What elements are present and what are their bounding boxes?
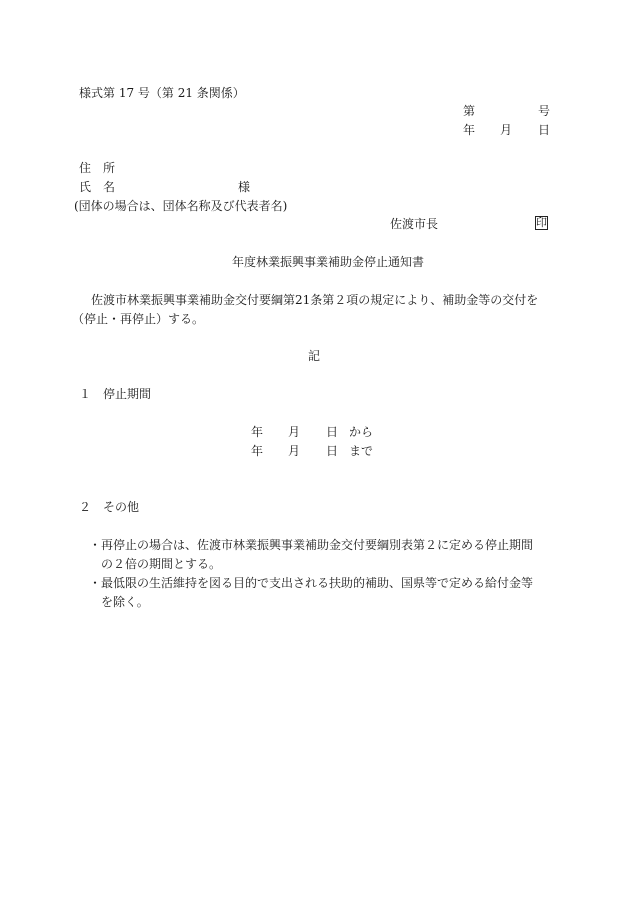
date-day: 日 bbox=[538, 123, 551, 137]
bullet1-line-1: ・再停止の場合は、佐渡市林業振興事業補助金交付要綱別表第２に定める停止期間 bbox=[89, 538, 534, 552]
bullet2-line-1: ・最低限の生活維持を図る目的で支出される扶助的補助、国県等で定める給付金等 bbox=[89, 576, 534, 590]
address-label: 住 所 bbox=[79, 161, 116, 175]
section2-heading: ２ その他 bbox=[79, 500, 140, 514]
from-year: 年 bbox=[251, 425, 264, 439]
section1-heading: １ 停止期間 bbox=[79, 387, 152, 401]
date-month: 月 bbox=[500, 123, 513, 137]
name-label: 氏 名 bbox=[79, 180, 116, 194]
group-note: (団体の場合は、団体名称及び代表者名) bbox=[74, 199, 288, 213]
bullet2-line-2: を除く。 bbox=[101, 595, 149, 609]
doc-number-prefix: 第 bbox=[463, 104, 476, 118]
doc-number-suffix: 号 bbox=[538, 104, 551, 118]
to-month: 月 bbox=[288, 444, 301, 458]
to-day: 日 bbox=[326, 444, 339, 458]
issuer-title: 佐渡市長 bbox=[390, 217, 439, 231]
body-line-2: （停止・再停止）する。 bbox=[72, 312, 205, 326]
from-month: 月 bbox=[288, 425, 301, 439]
form-number: 様式第 17 号（第 21 条関係） bbox=[79, 86, 245, 100]
from-suffix: から bbox=[349, 425, 374, 439]
honorific: 様 bbox=[238, 180, 251, 194]
bullet1-line-2: の２倍の期間とする。 bbox=[101, 557, 222, 571]
document-title: 年度林業振興事業補助金停止通知書 bbox=[232, 255, 425, 269]
body-line-1: 佐渡市林業振興事業補助金交付要綱第21条第２項の規定により、補助金等の交付を bbox=[91, 293, 539, 307]
to-suffix: まで bbox=[349, 444, 374, 458]
seal-mark: 印 bbox=[536, 216, 547, 229]
date-year: 年 bbox=[463, 123, 476, 137]
to-year: 年 bbox=[251, 444, 264, 458]
ki-heading: 記 bbox=[308, 349, 321, 363]
from-day: 日 bbox=[326, 425, 339, 439]
